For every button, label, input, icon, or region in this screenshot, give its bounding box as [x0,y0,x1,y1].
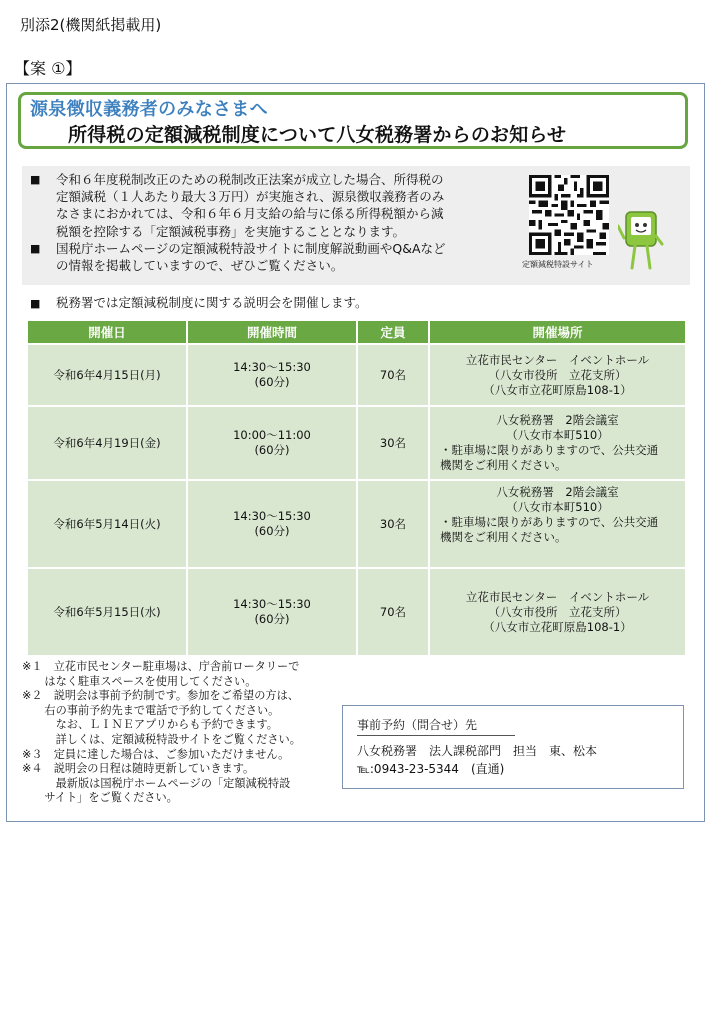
footnote-line: はなく駐車スペースを使用してください。 [22,674,257,688]
duration: (60分) [254,443,290,457]
info-bullet-1 [30,171,518,240]
place-line: 立花市民センター イベントホール [465,352,650,367]
seminar-notice-text: 税務署では定額減税制度に関する説明会を開催します。 [56,295,368,310]
bullet-square-icon: ■ [30,173,41,186]
footnote-line: 詳しくは、定額減税特設サイトをご覧ください。 [22,732,301,746]
cell-time [188,481,356,567]
column-header-time: 開催時間 [188,321,356,343]
place-line: （八女市役所 立花支所） [488,367,627,382]
bullet-line: 令和６年度税制改正のための税制改正法案が成立した場合、所得税の [56,172,444,187]
table-header-row [28,321,685,343]
title-main: 所得税の定額減税制度について八女税務署からのお知らせ [68,124,567,146]
cell-capacity: 30名 [358,407,428,479]
bullet-line: 定額減税（１人あたり最大３万円）が実施され、源泉徴収義務者のみ [56,189,445,205]
qr-code-icon[interactable] [529,175,609,255]
place-note: ・駐車場に限りがありますので、公共交通 [440,443,659,457]
place-line: 八女税務署 2階会議室 [496,413,619,427]
info-bullet-2 [30,240,518,274]
place-line: 立花市民センター イベントホール [465,589,650,604]
contact-office: 八女税務署 法人課税部門 担当 東、松本 [357,744,598,758]
cell-place [430,407,685,479]
cell-capacity: 30名 [358,481,428,567]
footnote-line: ※２ 説明会は事前予約制です。参加をご希望の方は、 [22,689,299,703]
footnote-line: ※１ 立花市民センター駐車場は、庁舎前ロータリーで [22,660,300,673]
cell-time [188,407,356,479]
table-row [28,569,685,655]
time-range: 10:00〜11:00 [233,428,311,442]
cell-place [430,345,685,405]
cell-capacity: 70名 [358,345,428,405]
time-range: 14:30〜15:30 [233,509,311,523]
cell-time [188,345,356,405]
footnote-line: サイト」をご覧ください。 [22,791,178,805]
table-row [28,481,685,567]
footnotes [22,660,352,806]
place-note: 機関をご利用ください。 [440,458,567,472]
contact-heading: 事前予約（問合せ）先 [357,716,515,736]
duration: (60分) [254,612,290,626]
cell-date: 令和6年5月14日(火) [28,481,186,567]
place-line: 八女税務署 2階会議室 [496,485,619,499]
seminar-notice [30,293,368,311]
mascot-character-icon [618,208,664,272]
place-note: ・駐車場に限りがありますので、公共交通 [440,515,659,529]
cell-date: 令和6年4月19日(金) [28,407,186,479]
table-row [28,407,685,479]
qr-label: 定額減税特設サイト [522,260,594,269]
duration: (60分) [254,375,290,389]
bullet-line: 税額を控除する「定額減税事務」を実施することとなります。 [56,223,406,239]
time-range: 14:30〜15:30 [233,360,311,374]
attachment-note: 別添2(機関紙掲載用) [20,16,162,34]
bullet-line: 国税庁ホームページの定額減税特設サイトに制度解説動画やQ&Aなど [56,240,446,256]
time-range: 14:30〜15:30 [233,597,311,611]
table-row [28,345,685,405]
cell-time [188,569,356,655]
place-line: （八女市本町510） [506,428,609,442]
place-line: （八女市本町510） [506,500,609,514]
cell-place [430,569,685,655]
cell-date: 令和6年5月15日(水) [28,569,186,655]
info-bullets [30,171,518,274]
footnote-line: 最新版は国税庁ホームページの「定額減税特設 [22,776,291,790]
place-line: （八女市立花町原島108-1） [483,619,632,634]
seminar-schedule-table [26,319,687,657]
place-line: （八女市立花町原島108-1） [483,382,632,397]
column-header-capacity: 定員 [358,321,428,343]
bullet-line: なさまにおかれては、令和６年６月支給の給与に係る所得税額から減 [56,206,444,222]
column-header-date: 開催日 [28,321,186,343]
bullet-square-icon: ■ [30,241,41,255]
place-note: 機関をご利用ください。 [440,530,567,544]
footnote-line: ※３ 定員に達した場合は、ご参加いただけません。 [22,747,290,761]
place-line: （八女市役所 立花支所） [488,604,627,619]
draft-label: 【案 ①】 [14,59,82,78]
cell-date: 令和6年4月15日(月) [28,345,186,405]
footnote-line: 右の事前予約先まで電話で予約してください。 [22,703,280,717]
cell-capacity: 70名 [358,569,428,655]
column-header-place: 開催場所 [430,321,685,343]
cell-place [430,481,685,567]
contact-phone[interactable]: ℡:0943-23-5344 (直通) [357,762,505,776]
bullet-square-icon: ■ [30,297,41,310]
contact-box [342,705,684,789]
title-subtitle: 源泉徴収義務者のみなさまへ [30,99,268,120]
footnote-line: なお、ＬＩＮＥアプリからも予約できます。 [22,718,278,732]
bullet-line: の情報を掲載していますので、ぜひご覧ください。 [56,258,344,274]
footnote-line: ※４ 説明会の日程は随時更新していきます。 [22,762,255,776]
duration: (60分) [254,524,290,538]
